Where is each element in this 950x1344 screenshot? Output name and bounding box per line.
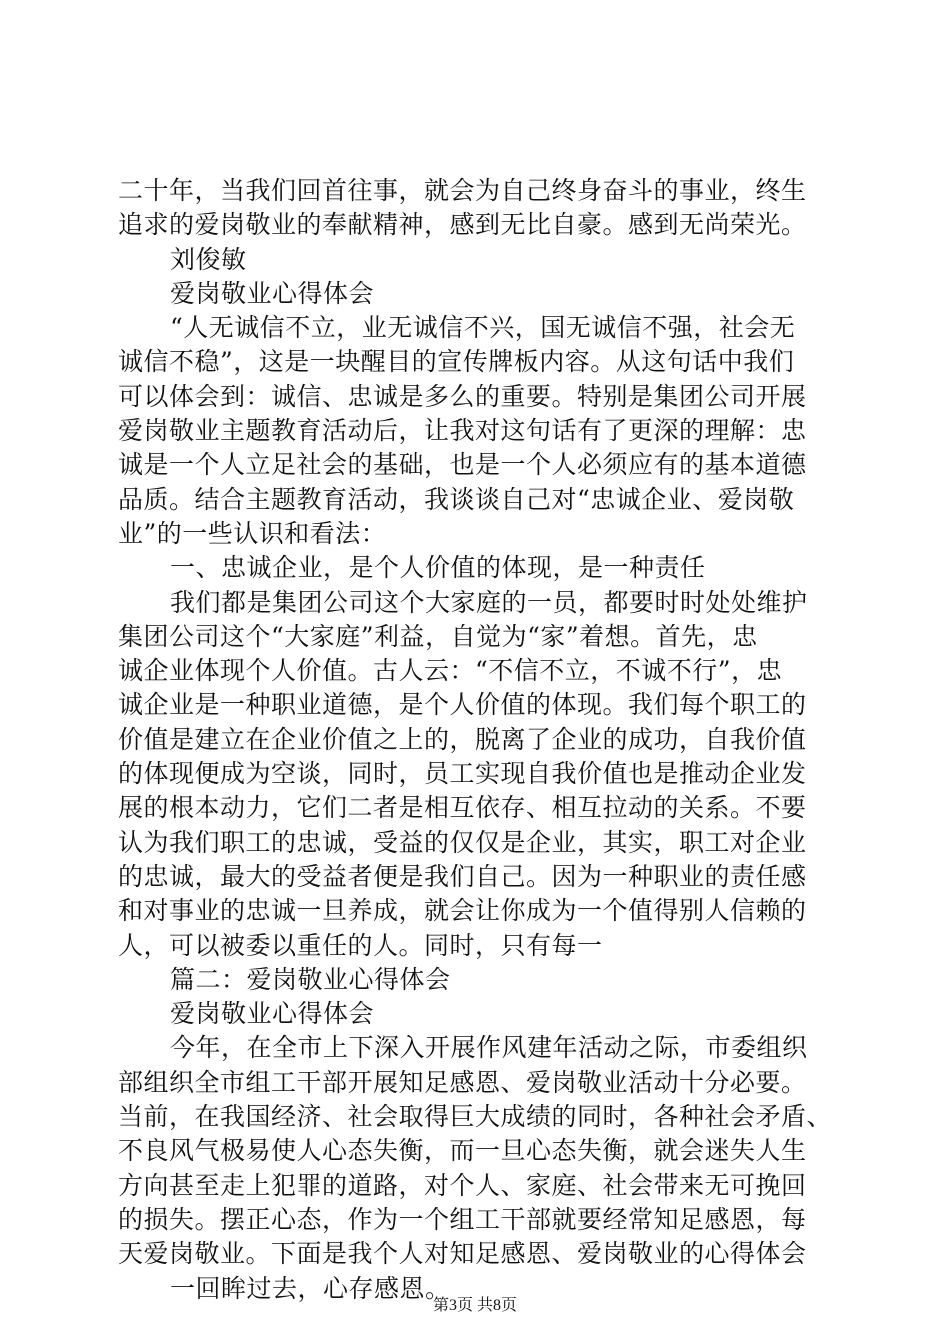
text-line: 爱岗敬业主题教育活动后，让我对这句话有了更深的理解：忠 xyxy=(118,416,807,446)
text-line: 价值是建立在企业价值之上的，脱离了企业的成功，自我价值 xyxy=(118,724,807,754)
text-line: 诚信不稳”，这是一块醒目的宣传牌板内容。从这句话中我们 xyxy=(118,347,795,377)
page-number-footer: 第3页 共8页 xyxy=(432,1297,517,1314)
text-line: 诚是一个人立足社会的基础，也是一个人必须应有的基本道德 xyxy=(118,450,807,480)
section-heading: 一、忠诚企业，是个人价值的体现，是一种责任 xyxy=(170,553,706,583)
text-line: 品质。结合主题教育活动，我谈谈自己对“忠诚企业、爱岗敬 xyxy=(118,484,795,514)
text-line: 认为我们职工的忠诚，受益的仅仅是企业，其实，职工对企业 xyxy=(118,827,807,857)
text-line: 追求的爱岗敬业的奉献精神，感到无比自豪。感到无尚荣光。 xyxy=(118,210,807,240)
text-line: 不良风气极易使人心态失衡，而一旦心态失衡，就会迷失人生 xyxy=(118,1136,807,1166)
text-line: 展的根本动力，它们二者是相互依存、相互拉动的关系。不要 xyxy=(118,793,807,823)
text-line: 集团公司这个“大家庭”利益，自觉为“家”着想。首先，忠 xyxy=(118,621,758,651)
text-line: 方向甚至走上犯罪的道路，对个人、家庭、社会带来无可挽回 xyxy=(118,1170,807,1200)
text-line: 诚企业体现个人价值。古人云：“不信不立，不诚不行”，忠 xyxy=(118,656,783,686)
text-line: 二十年，当我们回首往事，就会为自己终身奋斗的事业，终生 xyxy=(118,176,807,205)
section-heading: 一回眸过去，心存感恩。 xyxy=(170,1273,451,1303)
text-line: 人，可以被委以重任的人。同时，只有每一 xyxy=(118,930,603,960)
text-line: 天爱岗敬业。下面是我个人对知足感恩、爱岗敬业的心得体会 xyxy=(118,1239,807,1269)
section-title: 爱岗敬业心得体会 xyxy=(170,278,375,308)
text-line: 当前，在我国经济、社会取得巨大成绩的同时，各种社会矛盾、 xyxy=(118,1102,833,1132)
text-line: 我们都是集团公司这个大家庭的一员，都要时时处处维护 xyxy=(170,587,808,617)
text-line: 和对事业的忠诚一旦养成，就会让你成为一个值得别人信赖的 xyxy=(118,896,807,926)
text-line: 的忠诚，最大的受益者便是我们自己。因为一种职业的责任感 xyxy=(118,861,807,891)
text-line: 的损失。摆正心态，作为一个组工干部就要经常知足感恩，每 xyxy=(118,1204,807,1234)
text-line: 的体现便成为空谈，同时，员工实现自我价值也是推动企业发 xyxy=(118,759,807,789)
text-line: 今年，在全市上下深入开展作风建年活动之际，市委组织 xyxy=(170,1033,808,1063)
document-body xyxy=(118,174,838,1306)
author-line: 刘俊敏 xyxy=(170,244,247,274)
text-line: 诚企业是一种职业道德，是个人价值的体现。我们每个职工的 xyxy=(118,690,807,720)
text-line: 业”的一些认识和看法： xyxy=(118,518,387,548)
text-line: 部组织全市组工干部开展知足感恩、爱岗敬业活动十分必要。 xyxy=(118,1067,807,1097)
section-title: 篇二：爱岗敬业心得体会 xyxy=(170,964,451,994)
section-title: 爱岗敬业心得体会 xyxy=(170,999,375,1029)
text-line: 可以体会到：诚信、忠诚是多么的重要。特别是集团公司开展 xyxy=(118,381,807,411)
text-line: “人无诚信不立，业无诚信不兴，国无诚信不强，社会无 xyxy=(170,313,796,343)
